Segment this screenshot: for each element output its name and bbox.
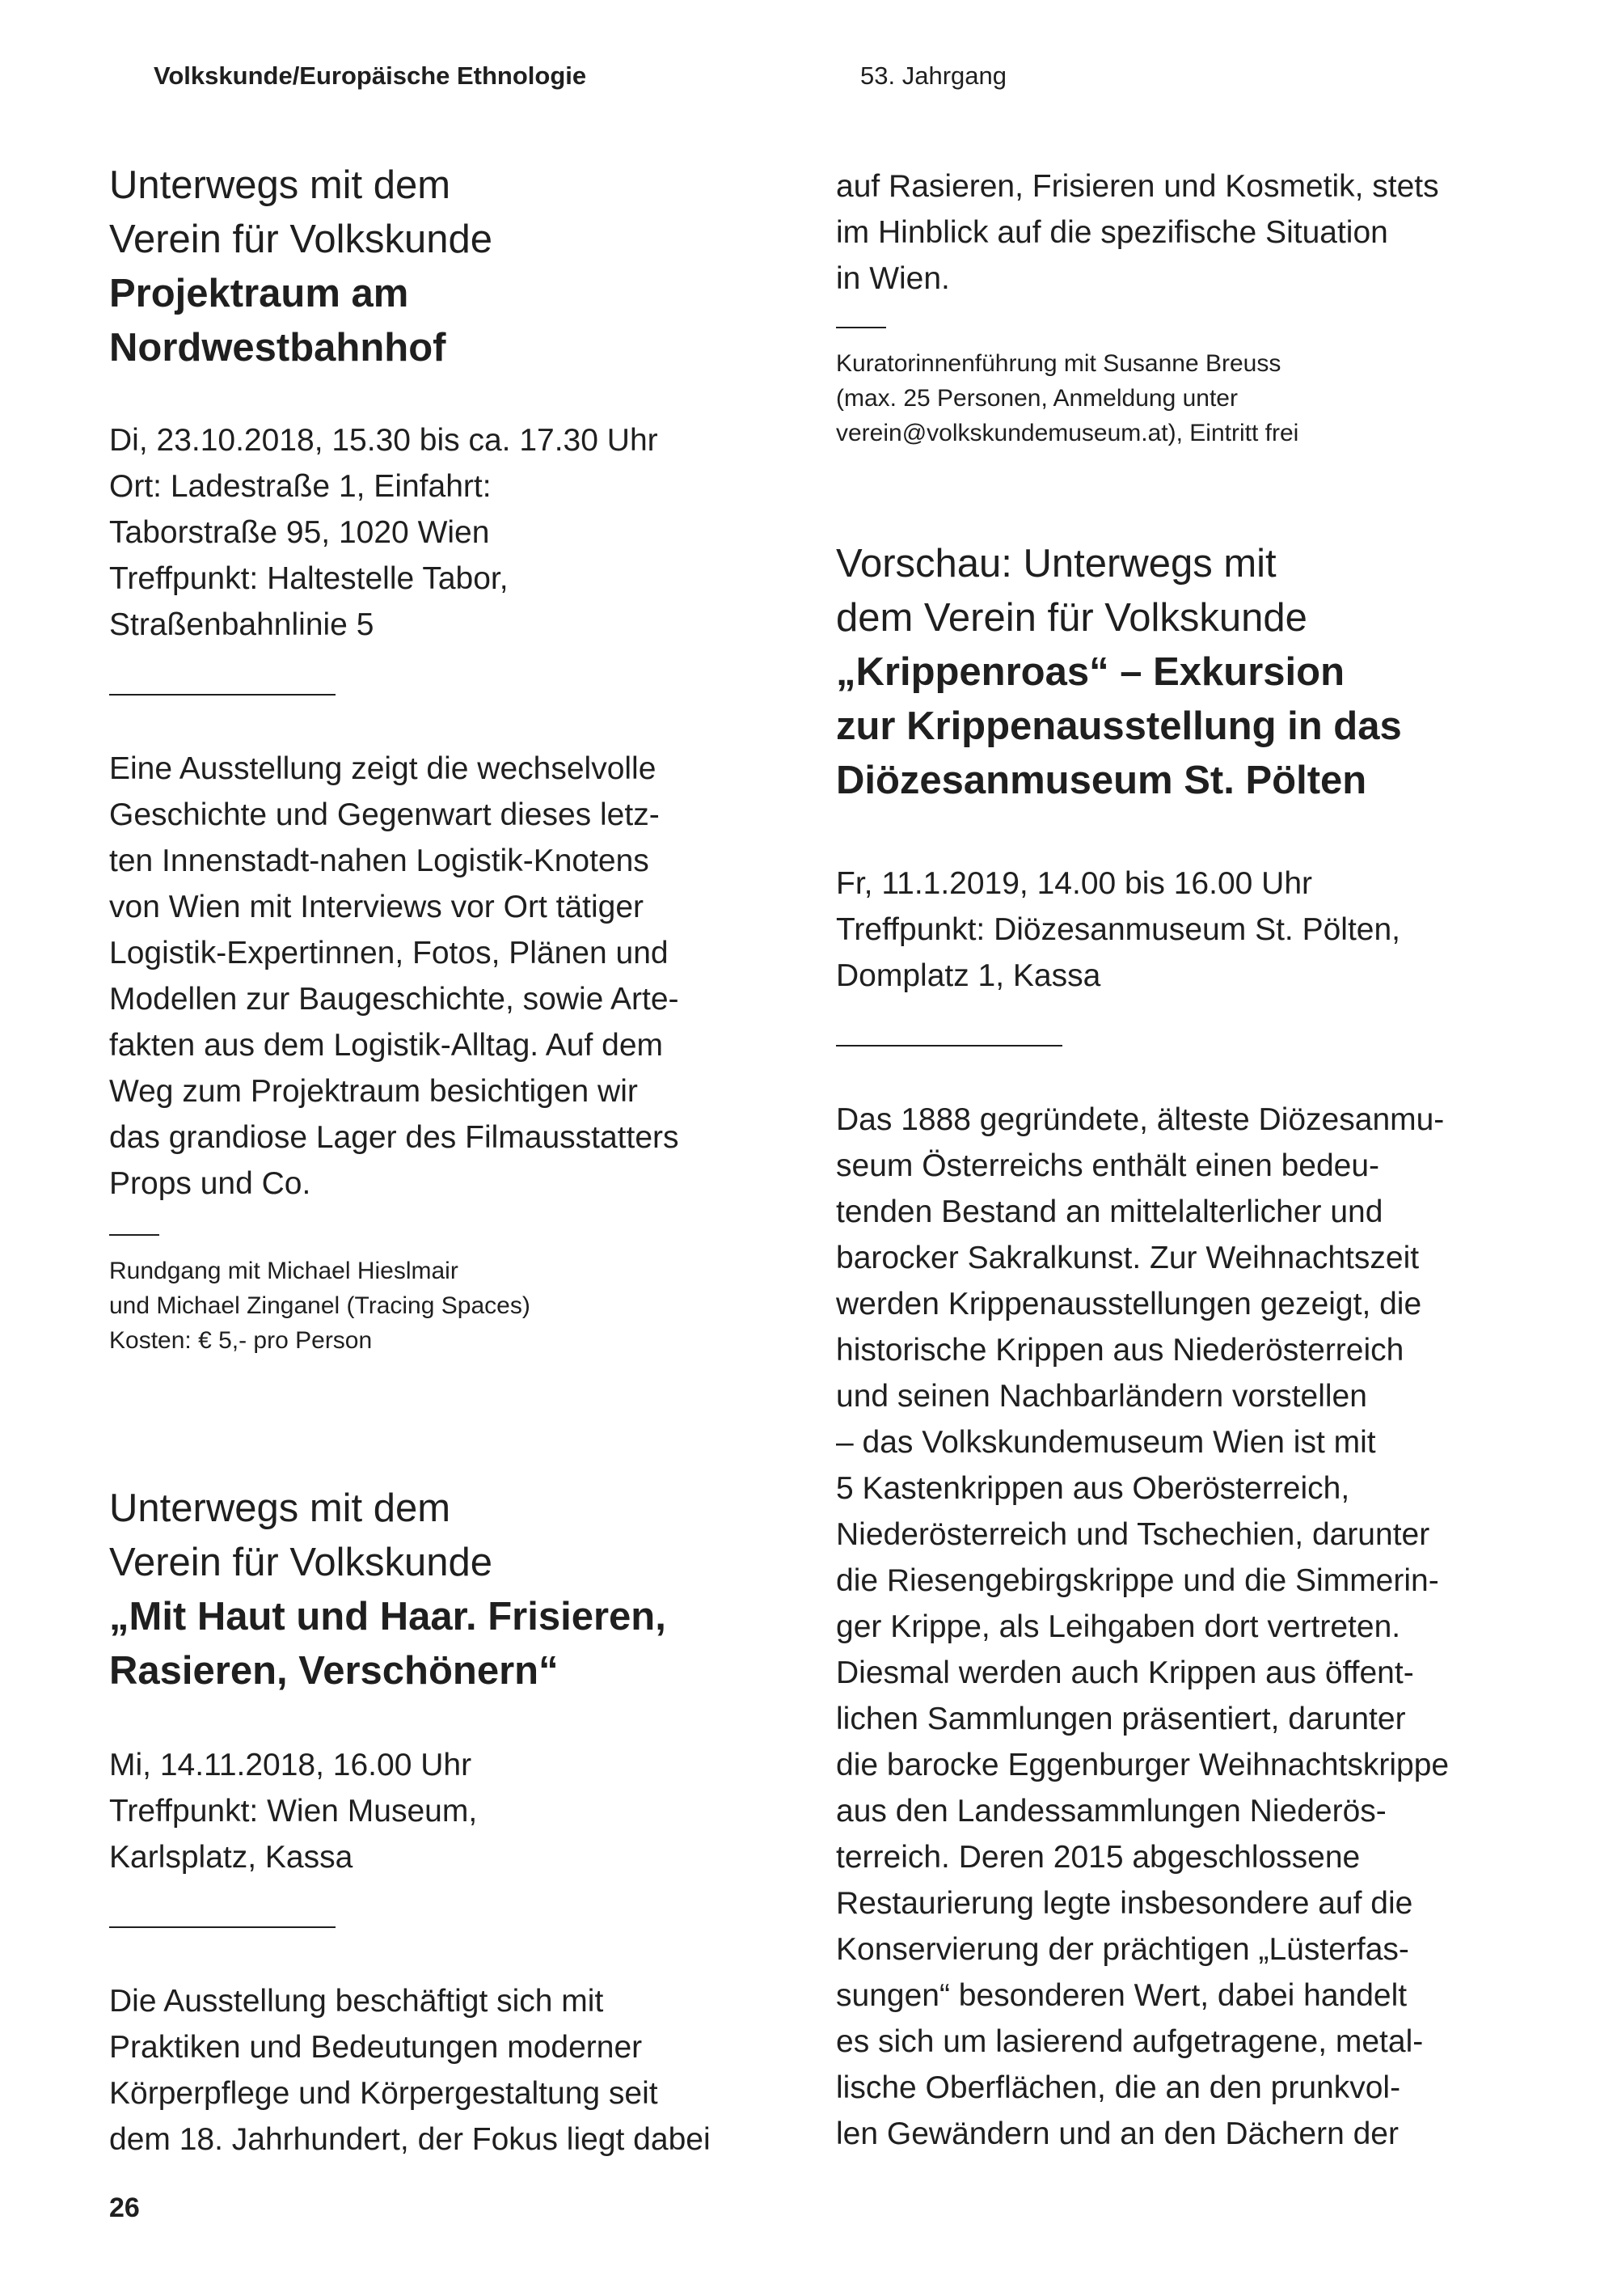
- info-line: Karlsplatz, Kassa: [109, 1840, 353, 1875]
- section-divider: [109, 1926, 336, 1928]
- body-line: Geschichte und Gegenwart dieses letz-: [109, 797, 660, 832]
- body-line: Weg zum Projektraum besichtigen wir: [109, 1074, 638, 1109]
- body-line: Diesmal werden auch Krippen aus öffent-: [836, 1655, 1414, 1690]
- event3-info: [836, 860, 1515, 999]
- section-divider: [109, 694, 336, 696]
- body-line: werden Krippenausstellungen gezeigt, die: [836, 1287, 1422, 1321]
- body-line: Niederösterreich und Tschechien, darunter: [836, 1517, 1430, 1552]
- kicker-line: dem Verein für Volkskunde: [836, 596, 1307, 640]
- note-line: und Michael Zinganel (Tracing Spaces): [109, 1292, 530, 1319]
- event2-note: [836, 346, 1515, 450]
- note-line: (max. 25 Personen, Anmeldung unter: [836, 385, 1238, 412]
- section-divider: [836, 1045, 1062, 1047]
- body-line: ger Krippe, als Leihgaben dort vertreten.: [836, 1609, 1401, 1644]
- body-line: das grandiose Lager des Filmausstatters: [109, 1120, 679, 1155]
- note-line: Kuratorinnenführung mit Susanne Breuss: [836, 350, 1281, 377]
- body-line: dem 18. Jahrhundert, der Fokus liegt dabei: [109, 2122, 711, 2157]
- body-line: lichen Sammlungen präsentiert, darunter: [836, 1702, 1406, 1736]
- event2-heading: [109, 1482, 788, 1698]
- body-line: Körperpflege und Körpergestaltung seit: [109, 2076, 658, 2111]
- event1-note: [109, 1254, 788, 1358]
- info-line: Ort: Ladestraße 1, Einfahrt:: [109, 469, 492, 504]
- event1-heading: [109, 159, 788, 375]
- info-line: Taborstraße 95, 1020 Wien: [109, 515, 490, 550]
- title-line: „Mit Haut und Haar. Frisieren,: [109, 1595, 666, 1638]
- note-line: Rundgang mit Michael Hieslmair: [109, 1258, 458, 1284]
- body-line: auf Rasieren, Frisieren und Kosmetik, stets: [836, 169, 1439, 204]
- body-line: Konservierung der prächtigen „Lüsterfas-: [836, 1932, 1409, 1967]
- body-line: seum Österreichs enthält einen bedeu-: [836, 1148, 1380, 1183]
- body-line: tenden Bestand an mittelalterlicher und: [836, 1195, 1383, 1229]
- body-line: barocker Sakralkunst. Zur Weihnachtszeit: [836, 1241, 1420, 1275]
- body-line: terreich. Deren 2015 abgeschlossene: [836, 1840, 1361, 1875]
- kicker-line: Verein für Volkskunde: [109, 218, 492, 261]
- note-divider: [836, 327, 886, 328]
- kicker-line: Unterwegs mit dem: [109, 163, 451, 207]
- note-divider: [109, 1234, 159, 1236]
- title-line: Diözesanmuseum St. Pölten: [836, 759, 1367, 802]
- info-line: Domplatz 1, Kassa: [836, 958, 1101, 993]
- event1-info: [109, 417, 788, 648]
- title-line: Projektraum am: [109, 272, 409, 315]
- body-line: Das 1888 gegründete, älteste Diözesanmu-: [836, 1102, 1445, 1137]
- body-line: Props und Co.: [109, 1166, 311, 1201]
- title-line: „Krippenroas“ – Exkursion: [836, 650, 1345, 694]
- info-line: Treffpunkt: Wien Museum,: [109, 1794, 478, 1829]
- body-line: historische Krippen aus Niederösterreich: [836, 1333, 1404, 1368]
- body-line: 5 Kastenkrippen aus Oberösterreich,: [836, 1471, 1350, 1506]
- body-line: – das Volkskundemuseum Wien ist mit: [836, 1425, 1376, 1460]
- body-line: ten Innenstadt-nahen Logistik-Knotens: [109, 844, 649, 878]
- body-line: Restaurierung legte insbesondere auf die: [836, 1886, 1413, 1921]
- body-line: sungen“ besonderen Wert, dabei handelt: [836, 1978, 1408, 2013]
- event1-kicker: [109, 159, 788, 267]
- body-line: die Riesengebirgskrippe und die Simmerin-: [836, 1563, 1439, 1598]
- event2-description-continued: [836, 163, 1515, 302]
- running-header-journal: Volkskunde/Europäische Ethnologie: [154, 61, 587, 90]
- body-line: in Wien.: [836, 261, 950, 296]
- body-line: Modellen zur Baugeschichte, sowie Arte-: [109, 982, 679, 1017]
- body-line: Logistik-Expertinnen, Fotos, Plänen und: [109, 936, 669, 970]
- title-line: zur Krippenausstellung in das: [836, 704, 1402, 748]
- kicker-line: Unterwegs mit dem: [109, 1486, 451, 1530]
- body-line: Praktiken und Bedeutungen moderner: [109, 2030, 643, 2065]
- body-line: len Gewändern und an den Dächern der: [836, 2116, 1399, 2151]
- body-line: die barocke Eggenburger Weihnachtskrippe: [836, 1748, 1450, 1782]
- info-line: Mi, 14.11.2018, 16.00 Uhr: [109, 1748, 472, 1782]
- body-line: fakten aus dem Logistik-Alltag. Auf dem: [109, 1028, 664, 1063]
- title-line: Nordwestbahnhof: [109, 326, 446, 370]
- body-line: Die Ausstellung beschäftigt sich mit: [109, 1984, 604, 2019]
- body-line: es sich um lasierend aufgetragene, metal-: [836, 2024, 1424, 2059]
- event3-description: [836, 1097, 1564, 2157]
- body-line: aus den Landessammlungen Niederös-: [836, 1794, 1387, 1829]
- title-line: Rasieren, Verschönern“: [109, 1649, 559, 1693]
- event1-description: [109, 746, 788, 1207]
- info-line: Treffpunkt: Haltestelle Tabor,: [109, 561, 509, 596]
- body-line: Eine Ausstellung zeigt die wechselvolle: [109, 751, 657, 786]
- running-header-volume: 53. Jahrgang: [860, 61, 1007, 90]
- kicker-line: Verein für Volkskunde: [109, 1541, 492, 1584]
- info-line: Fr, 11.1.2019, 14.00 bis 16.00 Uhr: [836, 866, 1312, 901]
- info-line: Straßenbahnlinie 5: [109, 607, 374, 642]
- body-line: lische Oberflächen, die an den prunkvol-: [836, 2070, 1401, 2105]
- body-line: im Hinblick auf die spezifische Situation: [836, 215, 1388, 250]
- info-line: Treffpunkt: Diözesanmuseum St. Pölten,: [836, 912, 1401, 947]
- page-number: 26: [109, 2192, 140, 2223]
- info-line: Di, 23.10.2018, 15.30 bis ca. 17.30 Uhr: [109, 423, 658, 458]
- event2-info: [109, 1742, 788, 1880]
- event3-heading: [836, 537, 1515, 808]
- note-line: verein@volkskundemuseum.at), Eintritt frei: [836, 420, 1299, 446]
- body-line: von Wien mit Interviews vor Ort tätiger: [109, 890, 644, 924]
- body-line: und seinen Nachbarländern vorstellen: [836, 1379, 1367, 1414]
- event1-title: [109, 267, 788, 375]
- event2-description: [109, 1978, 788, 2163]
- note-line: Kosten: € 5,- pro Person: [109, 1327, 373, 1354]
- kicker-line: Vorschau: Unterwegs mit: [836, 542, 1277, 586]
